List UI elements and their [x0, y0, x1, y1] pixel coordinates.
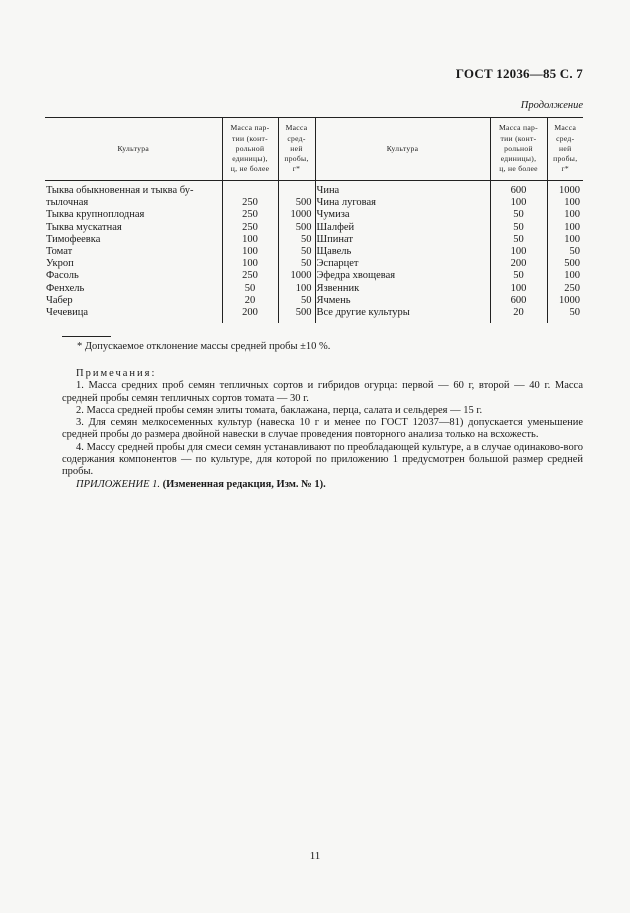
batch-mass-value: 100	[490, 283, 547, 295]
header-batch-mass-right: Масса пар- тии (конт- рольной единицы), ц, не более	[490, 118, 547, 181]
header-culture-left: Культура	[45, 118, 222, 181]
note-item: 2. Масса средней пробы семян элиты томата, баклажана, перца, салата и сельдерея — 15 г.	[76, 404, 483, 416]
sample-mass-value: 50	[278, 295, 315, 307]
notes-title: Примечания:	[76, 368, 157, 379]
table-row	[45, 197, 583, 209]
batch-mass-value: 100	[490, 246, 547, 258]
sample-mass-value: 50	[569, 307, 580, 319]
culture-name: Эфедра хвощевая	[315, 270, 490, 282]
batch-mass-value: 50	[490, 234, 547, 246]
batch-mass-value: 50	[490, 209, 547, 221]
table-row	[45, 295, 583, 307]
sample-mass-value: 50	[278, 246, 315, 258]
header-batch-mass-left: Масса пар- тии (конт- рольной единицы), ц, не более	[222, 118, 278, 181]
batch-mass-value: 250	[222, 197, 278, 209]
sample-mass-value: 500	[278, 307, 315, 323]
sample-mass-value: 1000	[278, 209, 315, 221]
batch-mass-value: 200	[490, 258, 547, 270]
culture-name: тылочная	[45, 197, 222, 209]
culture-name: Все другие культуры	[315, 307, 490, 323]
notes-section	[62, 368, 583, 491]
sample-mass-value: 100	[564, 209, 580, 221]
culture-name: Фенхель	[45, 283, 222, 295]
batch-mass-value: 200	[222, 307, 278, 323]
table-row	[45, 258, 583, 270]
header-sample-mass-left: Масса сред- ней пробы, г*	[278, 118, 315, 181]
continuation-label: Продолжение	[520, 100, 583, 111]
sample-mass-value: 500	[278, 197, 315, 209]
batch-mass-value: 20	[490, 307, 547, 323]
sample-mass-value: 500	[564, 258, 580, 270]
batch-mass-value: 50	[222, 283, 278, 295]
appendix-reference	[62, 479, 583, 491]
batch-mass-value: 600	[490, 295, 547, 307]
sample-mass-value: 100	[564, 233, 580, 245]
batch-mass-value: 100	[490, 197, 547, 209]
sample-mass-value: 100	[564, 197, 580, 209]
note-item: 1. Масса средних проб семян тепличных сортов и гибридов огурца: первой — 60 г, второй — 40 г. Масса средней пробы семян тепличных сортов томата — 30 г.	[62, 380, 583, 404]
batch-mass-value: 250	[222, 209, 278, 221]
culture-name: Шпинат	[315, 234, 490, 246]
culture-name: Эспарцет	[315, 258, 490, 270]
culture-name: Чина	[315, 181, 490, 198]
table-row	[45, 209, 583, 221]
batch-mass-value: 600	[490, 181, 547, 198]
sample-mass-value: 1000	[559, 294, 580, 306]
sample-mass-value: 50	[278, 234, 315, 246]
sample-mass-value: 50	[278, 258, 315, 270]
batch-mass-value: 100	[222, 246, 278, 258]
culture-name: Тыква крупноплодная	[45, 209, 222, 221]
culture-name: Ячмень	[315, 295, 490, 307]
batch-mass-value: 100	[222, 258, 278, 270]
sample-mass-value: 100	[564, 270, 580, 282]
sample-mass-value: 100	[278, 283, 315, 295]
batch-mass-value: 250	[222, 270, 278, 282]
table-row	[45, 222, 583, 234]
batch-mass-value: 20	[222, 295, 278, 307]
amendment-note: (Измененная редакция, Изм. № 1).	[162, 478, 326, 490]
culture-name: Чумиза	[315, 209, 490, 221]
table-row	[45, 270, 583, 282]
culture-name: Тыква обыкновенная и тыква бу-	[45, 181, 222, 198]
table-row	[45, 234, 583, 246]
culture-name: Тыква мускатная	[45, 222, 222, 234]
footnote-divider	[62, 336, 111, 337]
sample-mass-value: 1000	[559, 185, 580, 196]
culture-name: Тимофеевка	[45, 234, 222, 246]
footnote: * Допускаемое отклонение массы средней пробы ±10 %.	[77, 341, 331, 352]
batch-mass-value: 100	[222, 234, 278, 246]
document-header-title: ГОСТ 12036—85 С. 7	[455, 66, 583, 81]
sample-mass-value: 50	[569, 246, 580, 258]
culture-name: Чечевица	[45, 307, 222, 323]
sample-mass-value: 100	[564, 221, 580, 233]
batch-mass-value	[222, 181, 278, 198]
batch-mass-value: 50	[490, 222, 547, 234]
culture-name: Чабер	[45, 295, 222, 307]
culture-name: Фасоль	[45, 270, 222, 282]
table-row	[45, 246, 583, 258]
table-row	[45, 181, 583, 198]
appendix-label: ПРИЛОЖЕНИЕ 1.	[76, 478, 160, 490]
culture-name: Шалфей	[315, 222, 490, 234]
culture-name: Томат	[45, 246, 222, 258]
header-sample-mass-right: Масса сред- ней пробы, г*	[547, 118, 583, 181]
culture-name: Язвенник	[315, 283, 490, 295]
table-row	[45, 283, 583, 295]
culture-name: Щавель	[315, 246, 490, 258]
culture-name: Укроп	[45, 258, 222, 270]
batch-mass-value: 50	[490, 270, 547, 282]
sample-mass-value	[278, 181, 315, 198]
sample-mass-value: 500	[278, 222, 315, 234]
batch-mass-value: 250	[222, 222, 278, 234]
page-number: 11	[309, 850, 321, 862]
seed-sample-table	[45, 117, 583, 323]
culture-name: Чина луговая	[315, 197, 490, 209]
table-row	[45, 307, 583, 323]
sample-mass-value: 1000	[278, 270, 315, 282]
note-item: 4. Массу средней пробы для смеси семян устанавливают по преобладающей культуре, а в случае одинаково-вого содержания компонентов — по культуре, для которой по приложению 1 предусмотрен большой размер средней пробы.	[62, 441, 583, 478]
note-item: 3. Для семян мелкосеменных культур (навеска 10 г и менее по ГОСТ 12037—81) допускается уменьшение средней пробы до размера двойной навески в случае проведения повторного анализа только на всхожесть.	[62, 417, 583, 441]
header-culture-right: Культура	[315, 118, 490, 181]
sample-mass-value: 250	[564, 282, 580, 294]
